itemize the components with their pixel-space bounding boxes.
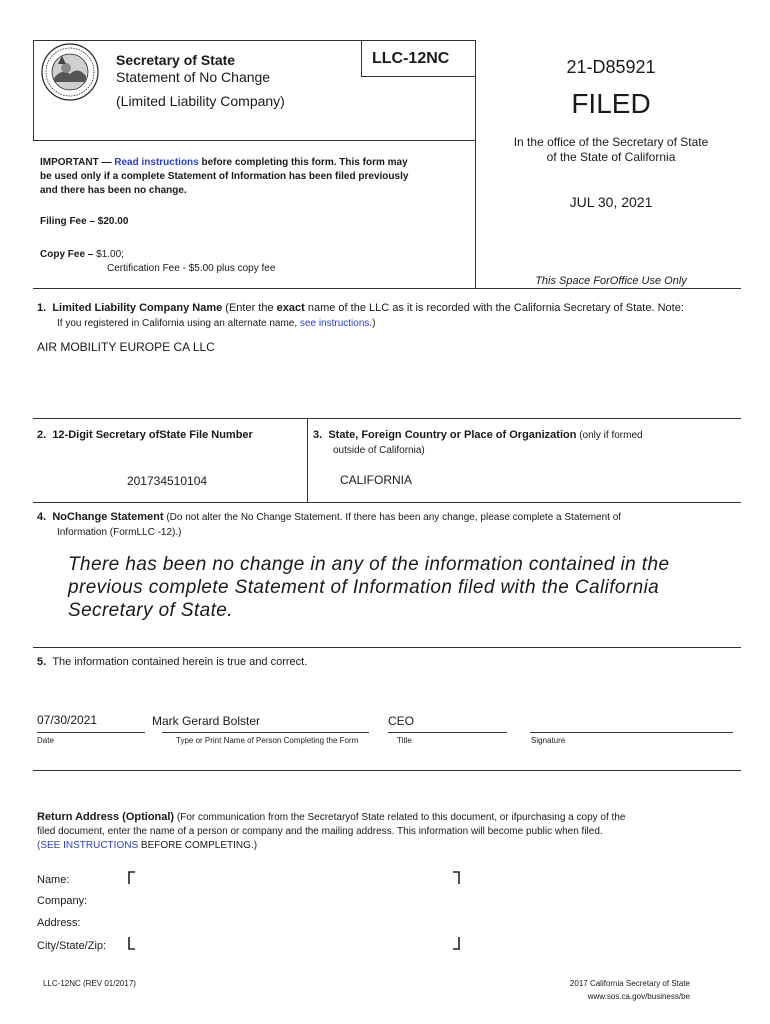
see-instructions-caps-link[interactable]: (SEE INSTRUCTIONS bbox=[37, 840, 139, 851]
state-seal-logo bbox=[40, 42, 100, 102]
file-number-value: 201734510104 bbox=[126, 474, 208, 488]
return-address-instructions bbox=[37, 810, 737, 853]
office-line-1: In the office of the Secretary of State bbox=[513, 135, 709, 149]
section-4-heading bbox=[37, 511, 742, 523]
section-1-desc-a: (Enter the bbox=[222, 302, 277, 314]
important-text-1: before completing this form. This form may bbox=[198, 157, 408, 168]
state-value: CALIFORNIA bbox=[340, 473, 413, 487]
section-4-top-rule bbox=[33, 502, 741, 503]
filed-status: FILED bbox=[571, 88, 651, 119]
return-address-desc-2: filed document, enter the name of a person or company and the mailing address. This information will become public when filed. bbox=[37, 826, 603, 837]
section-3-note-2: outside of California) bbox=[333, 445, 425, 456]
section-1-top-rule bbox=[33, 288, 741, 289]
statement-line-2: previous complete Statement of Information filed with the California bbox=[68, 577, 660, 598]
address-entry-box[interactable] bbox=[126, 869, 466, 953]
section-4-desc-2: Information (FormLLC -12).) bbox=[57, 527, 182, 538]
statement-line-3: Secretary of State. bbox=[68, 600, 233, 621]
section-4-number: 4. bbox=[37, 511, 47, 523]
section-1-heading bbox=[37, 300, 742, 316]
section-5-top-rule bbox=[33, 647, 741, 648]
section-4-desc: (Do not alter the No Change Statement. If there has been any change, please complete a Statement of bbox=[163, 512, 622, 523]
filed-date: JUL 30, 2021 bbox=[569, 194, 653, 210]
date-value: 07/30/2021 bbox=[37, 713, 98, 727]
section-1-number: 1. bbox=[37, 302, 47, 314]
section-2-heading bbox=[37, 429, 253, 441]
return-address-desc-1: (For communication from the Secretaryof State related to this document, or ifpurchasing a copy of the bbox=[174, 812, 626, 823]
section-5-heading bbox=[37, 656, 307, 668]
certification-fee: Certification Fee - $5.00 plus copy fee bbox=[107, 263, 276, 274]
read-instructions-link[interactable]: Read instructions bbox=[114, 157, 199, 168]
filing-fee: Filing Fee – $20.00 bbox=[40, 216, 129, 227]
website: www.sos.ca.gov/business/be bbox=[587, 992, 690, 1001]
copyright: 2017 California Secretary of State bbox=[569, 979, 690, 988]
important-prefix: IMPORTANT — bbox=[40, 157, 115, 168]
section-5-text: The information contained herein is true and correct. bbox=[52, 656, 308, 668]
section-1-desc-exact: exact bbox=[276, 302, 305, 314]
important-text-2: be used only if a complete Statement of Information has been filed previously bbox=[40, 171, 409, 182]
form-code-box-left bbox=[361, 40, 362, 76]
copy-fee bbox=[40, 249, 124, 260]
signer-name-value: Mark Gerard Bolster bbox=[152, 714, 261, 728]
section-3-title: State, Foreign Country or Place of Organization bbox=[328, 429, 577, 441]
section-3-note: (only if formed bbox=[576, 430, 643, 441]
address-label: Address: bbox=[37, 917, 81, 929]
header-bottom-rule bbox=[33, 140, 475, 141]
return-address-title: Return Address (Optional) bbox=[37, 811, 175, 823]
section-5-number: 5. bbox=[37, 656, 47, 668]
copy-fee-value: $1.00; bbox=[96, 249, 124, 260]
see-instructions-link[interactable]: see instructions bbox=[299, 318, 370, 329]
no-change-statement bbox=[68, 553, 738, 622]
section-1-note-end: .) bbox=[369, 318, 376, 329]
section-2-3-divider bbox=[307, 418, 308, 502]
city-state-zip-label: City/State/Zip: bbox=[37, 940, 107, 952]
signer-title-value: CEO bbox=[388, 714, 415, 728]
statement-line-1: There has been no change in any of the information contained in the bbox=[68, 554, 670, 575]
form-code: LLC-12NC bbox=[372, 50, 450, 67]
section-4-title: NoChange Statement bbox=[52, 511, 164, 523]
document-number: 21-D85921 bbox=[566, 57, 656, 77]
section-1-title: Limited Liability Company Name bbox=[52, 302, 223, 314]
name-label: Name: bbox=[37, 874, 70, 886]
date-caption: Date bbox=[37, 736, 54, 745]
return-address-top-rule bbox=[33, 770, 741, 771]
name-line bbox=[162, 732, 369, 733]
header-left-rule bbox=[33, 40, 34, 140]
section-1-note-text: If you registered in California using an alternate name, bbox=[57, 318, 300, 329]
signature-caption: Signature bbox=[531, 736, 566, 745]
company-label: Company: bbox=[37, 895, 88, 907]
copy-fee-label: Copy Fee – bbox=[40, 249, 97, 260]
section-1-note bbox=[57, 318, 376, 329]
office-line-2: of the State of California bbox=[546, 150, 676, 164]
agency-name: Secretary of State bbox=[116, 52, 236, 68]
section-2-number: 2. bbox=[37, 429, 47, 441]
return-address-desc-3: BEFORE COMPLETING.) bbox=[138, 840, 258, 851]
form-code-box-bottom bbox=[361, 76, 475, 77]
title-caption: Title bbox=[397, 736, 412, 745]
section-2-title: 12-Digit Secretary ofState File Number bbox=[52, 429, 253, 441]
form-revision: LLC-12NC (REV 01/2017) bbox=[43, 979, 136, 988]
name-caption: Type or Print Name of Person Completing the Form bbox=[176, 736, 359, 745]
form-title: Statement of No Change bbox=[116, 69, 271, 85]
form-subtitle: (Limited Liability Company) bbox=[116, 93, 285, 109]
office-use-label: This Space ForOffice Use Only bbox=[535, 275, 687, 287]
llc-name-value: AIR MOBILITY EUROPE CA LLC bbox=[37, 340, 215, 354]
title-line bbox=[388, 732, 507, 733]
header-top-rule bbox=[33, 40, 475, 41]
date-line bbox=[37, 732, 145, 733]
important-text-3: and there has been no change. bbox=[40, 185, 187, 196]
important-notice bbox=[40, 156, 470, 198]
section-3-number: 3. bbox=[313, 429, 323, 441]
signature-line bbox=[530, 732, 733, 733]
section-3-heading bbox=[313, 429, 643, 441]
section-1-desc-b: name of the LLC as it is recorded with the California Secretary of State. Note: bbox=[304, 302, 684, 314]
section-2-top-rule bbox=[33, 418, 741, 419]
